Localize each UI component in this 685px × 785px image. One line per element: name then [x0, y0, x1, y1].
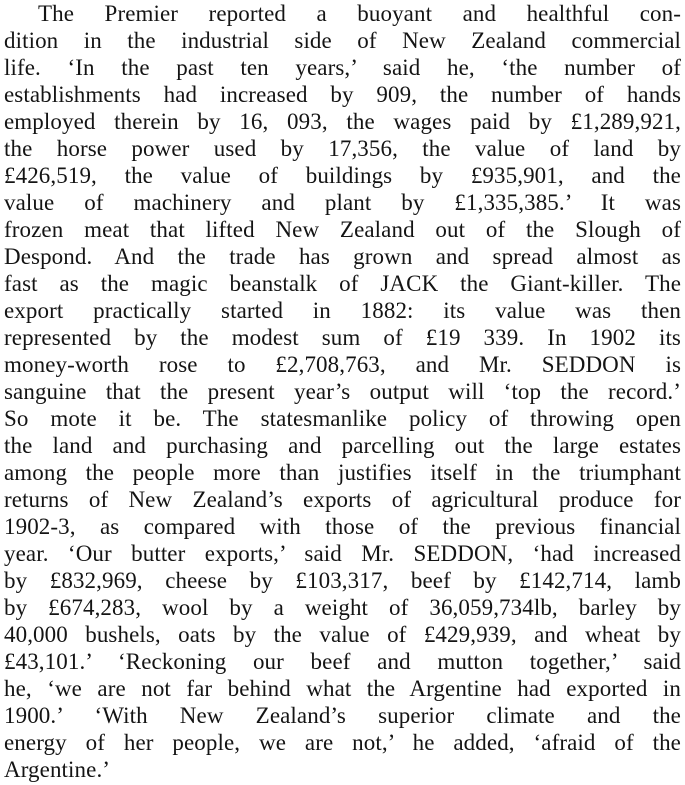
text-line-17: the land and purchasing and parcelling out the large estates	[4, 433, 681, 458]
text-line-20: 1902-3, as compared with those of the previous financial	[4, 514, 681, 539]
text-line-10: Despond. And the trade has grown and spread almost as	[4, 244, 681, 269]
text-line-23: by £674,283, wool by a weight of 36,059,734lb, barley by	[4, 595, 681, 620]
text-line-15: sanguine that the present year’s output will ‘top the record.’	[4, 379, 681, 404]
text-line-2: dition in the industrial side of New Zealand commercial	[4, 28, 681, 53]
text-line-4: establishments had increased by 909, the number of hands	[4, 82, 681, 107]
text-line-9: frozen meat that lifted New Zealand out of the Slough of	[4, 217, 681, 242]
text-line-5: employed therein by 16, 093, the wages paid by £1,289,921,	[4, 109, 681, 134]
text-line-13: represented by the modest sum of £19 339. In 1902 its	[4, 325, 681, 350]
text-line-1: The Premier reported a buoyant and healthful con-	[38, 1, 681, 26]
text-line-28: energy of her people, we are not,’ he added, ‘afraid of the	[4, 730, 681, 755]
text-line-7: £426,519, the value of buildings by £935,901, and the	[4, 163, 681, 188]
text-line-18: among the people more than justifies itself in the triumphant	[4, 460, 681, 485]
text-line-27: 1900.’ ‘With New Zealand’s superior climate and the	[4, 703, 681, 728]
text-line-12: export practically started in 1882: its value was then	[4, 298, 681, 323]
text-line-19: returns of New Zealand’s exports of agricultural produce for	[4, 487, 681, 512]
text-line-21: year. ‘Our butter exports,’ said Mr. SEDDON, ‘had increased	[4, 541, 681, 566]
text-line-29: Argentine.’	[4, 757, 111, 782]
text-line-6: the horse power used by 17,356, the value of land by	[4, 136, 681, 161]
text-line-8: value of machinery and plant by £1,335,385.’ It was	[4, 190, 681, 215]
text-line-3: life. ‘In the past ten years,’ said he, ‘the number of	[4, 55, 681, 80]
text-line-14: money-worth rose to £2,708,763, and Mr. SEDDON is	[4, 352, 681, 377]
text-line-25: £43,101.’ ‘Reckoning our beef and mutton together,’ said	[4, 649, 681, 674]
text-line-22: by £832,969, cheese by £103,317, beef by £142,714, lamb	[4, 568, 681, 593]
text-line-16: So mote it be. The statesmanlike policy of throwing open	[4, 406, 681, 431]
text-line-11: fast as the magic beanstalk of JACK the Giant-killer. The	[4, 271, 681, 296]
text-line-26: he, ‘we are not far behind what the Argentine had exported in	[4, 676, 681, 701]
text-line-24: 40,000 bushels, oats by the value of £429,939, and wheat by	[4, 622, 681, 647]
